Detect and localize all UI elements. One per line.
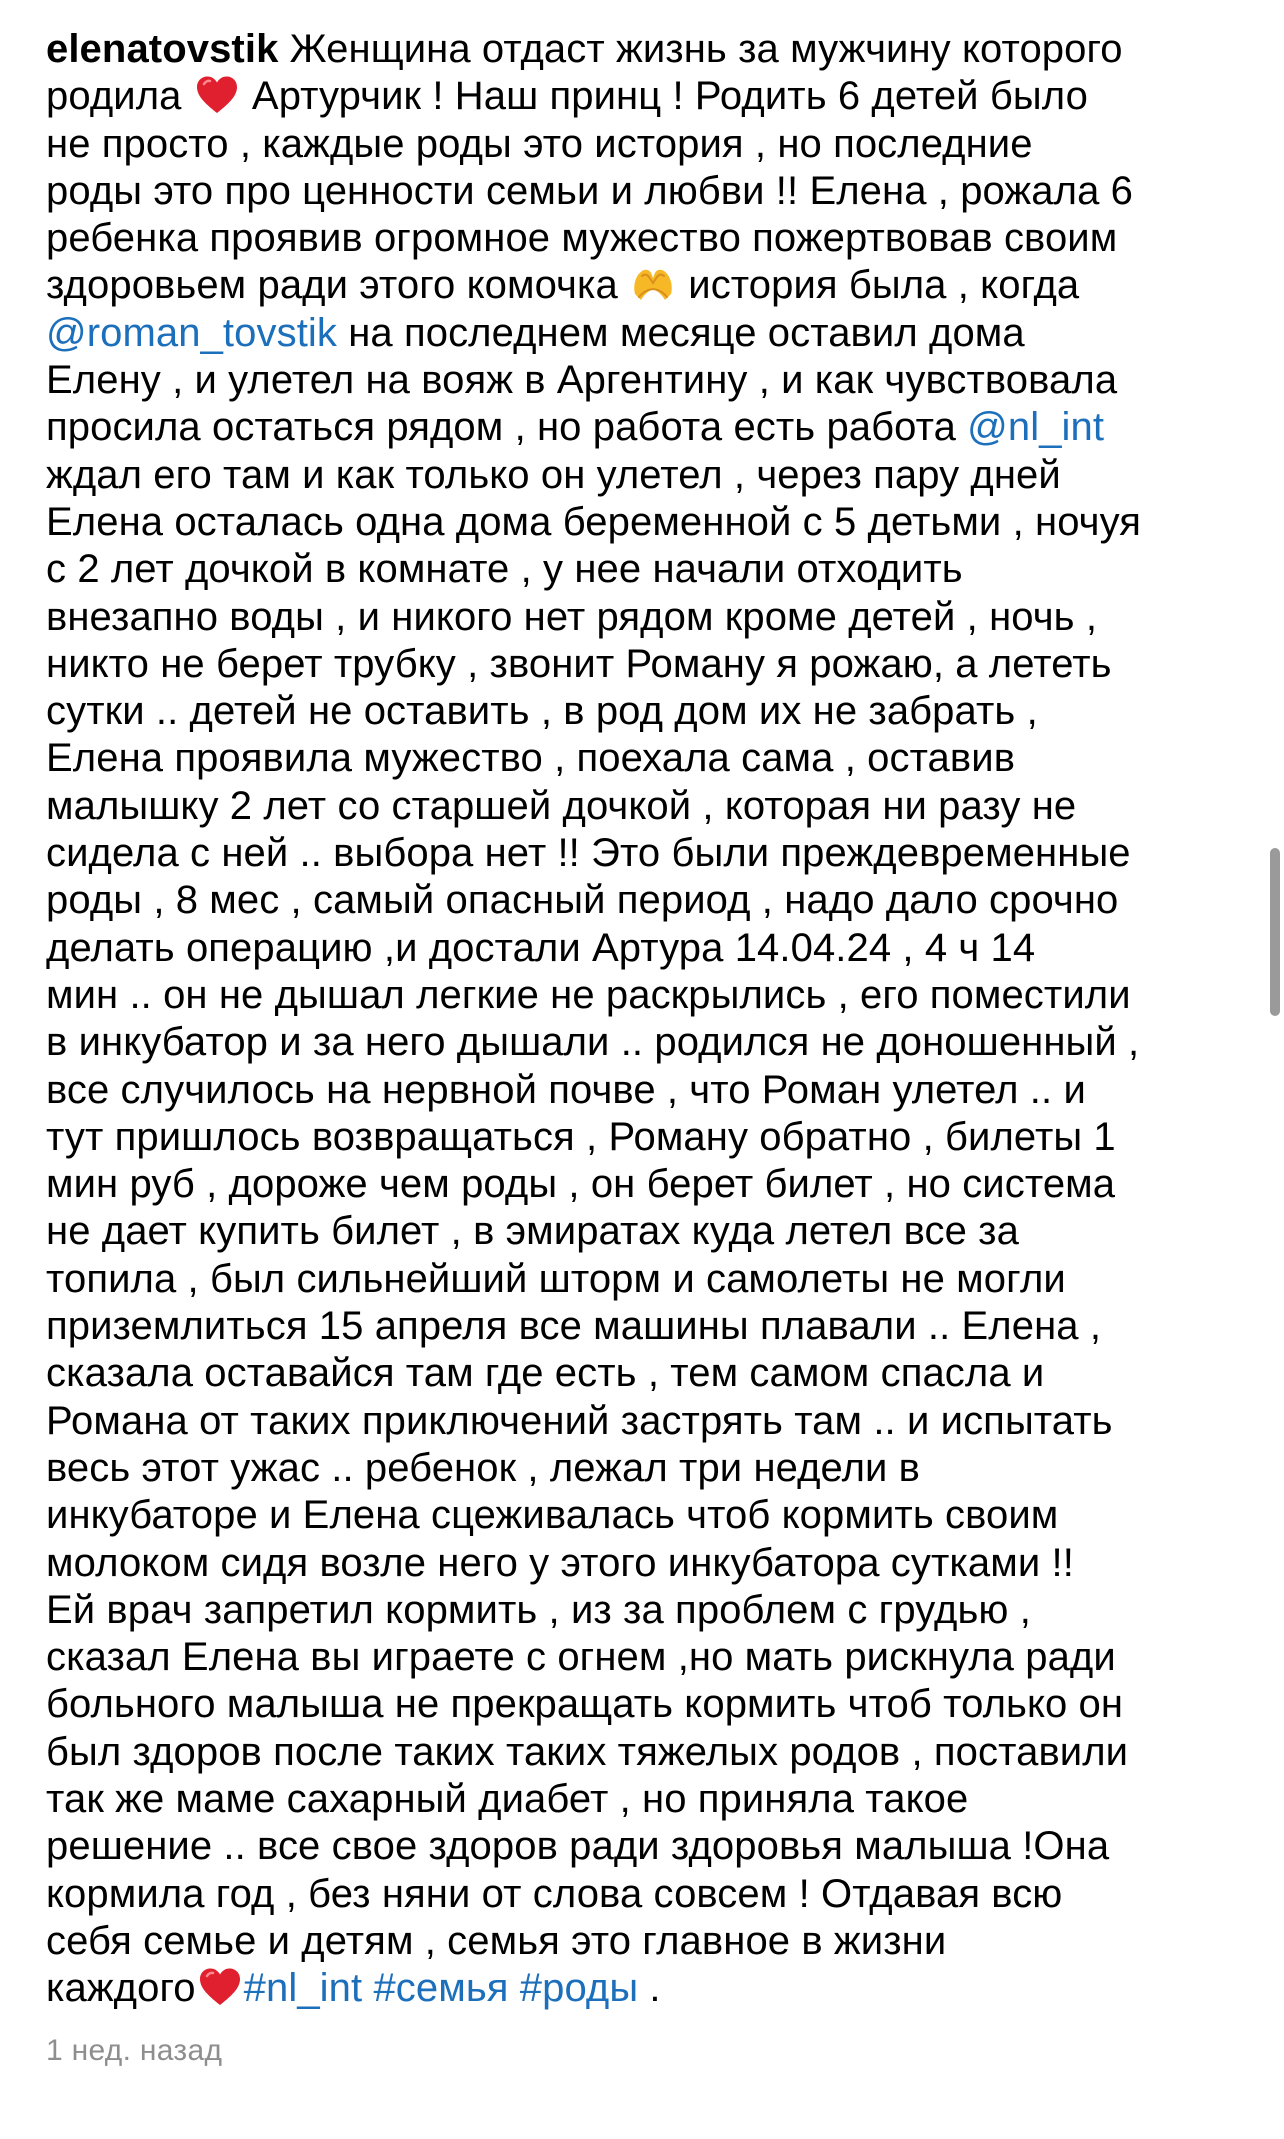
caption-line: каждого #nl_int #семья #роды . <box>46 1966 661 2011</box>
caption-line: просила остаться рядом , но работа есть работа @nl_int <box>46 405 1105 450</box>
caption-line: @roman_tovstik на последнем месяце оставил дома <box>46 310 1025 355</box>
post-caption <box>46 26 1246 2012</box>
hashtag-nl-int[interactable]: #nl_int <box>243 1966 363 2011</box>
caption-line: роды , 8 мес , самый опасный период , надо дало срочно <box>46 878 1119 923</box>
caption-line: весь этот ужас .. ребенок , лежал три недели в <box>46 1445 921 1490</box>
caption-line: больного малыша не прекращать кормить чтоб только он <box>46 1682 1124 1727</box>
caption-line: сказала оставайся там где есть , тем самом спасла и <box>46 1351 1045 1396</box>
caption-line: делать операцию ,и достали Артура 14.04.24 , 4 ч 14 <box>46 925 1036 970</box>
caption-line: решение .. все свое здоров ради здоровья малыша !Она <box>46 1824 1110 1869</box>
caption-line: с 2 лет дочкой в комнате , у нее начали отходить <box>46 547 963 592</box>
caption-line: никто не берет трубку , звонит Роману я рожаю, а лететь <box>46 641 1112 686</box>
username-link[interactable]: elenatovstik <box>46 27 279 71</box>
caption-line: был здоров после таких таких тяжелых родов , поставили <box>46 1729 1129 1774</box>
caption-line: роды это про ценности семьи и любви !! Елена , рожала 6 <box>46 168 1133 213</box>
caption-line: сидела с ней .. выбора нет !! Это были преждевременные <box>46 831 1131 876</box>
caption-line: малышку 2 лет со старшей дочкой , которая ни разу не <box>46 783 1077 828</box>
caption-line: Романа от таких приключений застрять там .. и испытать <box>46 1398 1113 1443</box>
scrollbar-thumb[interactable] <box>1270 848 1280 1016</box>
caption-line: мин руб , дороже чем роды , он берет билет , но система <box>46 1162 1116 1207</box>
hashtag-semya[interactable]: #семья <box>373 1966 509 2011</box>
caption-line: ждал его там и как только он улетел , через пару дней <box>46 452 1061 497</box>
post-timestamp[interactable]: 1 нед. назад <box>46 2034 223 2068</box>
mention-roman-tovstik[interactable]: @roman_tovstik <box>46 310 337 355</box>
caption-line: Елена осталась одна дома беременной с 5 детьми , ночуя <box>46 499 1142 544</box>
red-heart-icon <box>195 75 239 115</box>
heart-hands-icon <box>631 264 675 304</box>
caption-line: все случилось на нервной почве , что Роман улетел .. и <box>46 1067 1086 1112</box>
caption-line: elenatovstik Женщина отдаст жизнь за мужчину которого <box>46 27 1123 71</box>
caption-line: молоком сидя возле него у этого инкубатора сутками !! <box>46 1540 1074 1585</box>
caption-line: ребенка проявив огромное мужество пожертвовав своим <box>46 216 1118 261</box>
red-heart-icon <box>198 1967 242 2007</box>
caption-line: сутки .. детей не оставить , в род дом их не забрать , <box>46 689 1038 734</box>
caption-line: так же маме сахарный диабет , но приняла такое <box>46 1776 969 1821</box>
post-caption-container <box>46 26 1246 2068</box>
caption-line: мин .. он не дышал легкие не раскрылись , его поместили <box>46 972 1131 1017</box>
hashtag-rody[interactable]: #роды <box>519 1966 639 2011</box>
caption-line: не дает купить билет , в эмиратах куда летел все за <box>46 1209 1019 1254</box>
caption-line: Елена проявила мужество , поехала сама , оставив <box>46 736 1016 781</box>
caption-line: родила Артурчик ! Наш принц ! Родить 6 детей было <box>46 74 1088 119</box>
caption-line: инкубаторе и Елена сцеживалась чтоб кормить своим <box>46 1493 1059 1538</box>
caption-line: не просто , каждые роды это история , но последние <box>46 121 1033 166</box>
mention-nl-int[interactable]: @nl_int <box>967 405 1105 450</box>
caption-line: Ей врач запретил кормить , из за проблем с грудью , <box>46 1587 1031 1632</box>
caption-line: топила , был сильнейший шторм и самолеты не могли <box>46 1256 1066 1301</box>
caption-line: здоровьем ради этого комочка история была , когда <box>46 263 1080 308</box>
caption-line: себя семье и детям , семья это главное в жизни <box>46 1918 947 1963</box>
caption-line: Елену , и улетел на вояж в Аргентину , и как чувствовала <box>46 358 1118 403</box>
caption-line: тут пришлось возвращаться , Роману обратно , билеты 1 <box>46 1114 1116 1159</box>
caption-line: в инкубатор и за него дышали .. родился не доношенный , <box>46 1020 1140 1065</box>
caption-line: внезапно воды , и никого нет рядом кроме детей , ночь , <box>46 594 1098 639</box>
caption-line: сказал Елена вы играете с огнем ,но мать рискнула ради <box>46 1635 1116 1680</box>
caption-line: кормила год , без няни от слова совсем ! Отдавая всю <box>46 1871 1063 1916</box>
caption-line: приземлиться 15 апреля все машины плавали .. Елена , <box>46 1304 1102 1349</box>
